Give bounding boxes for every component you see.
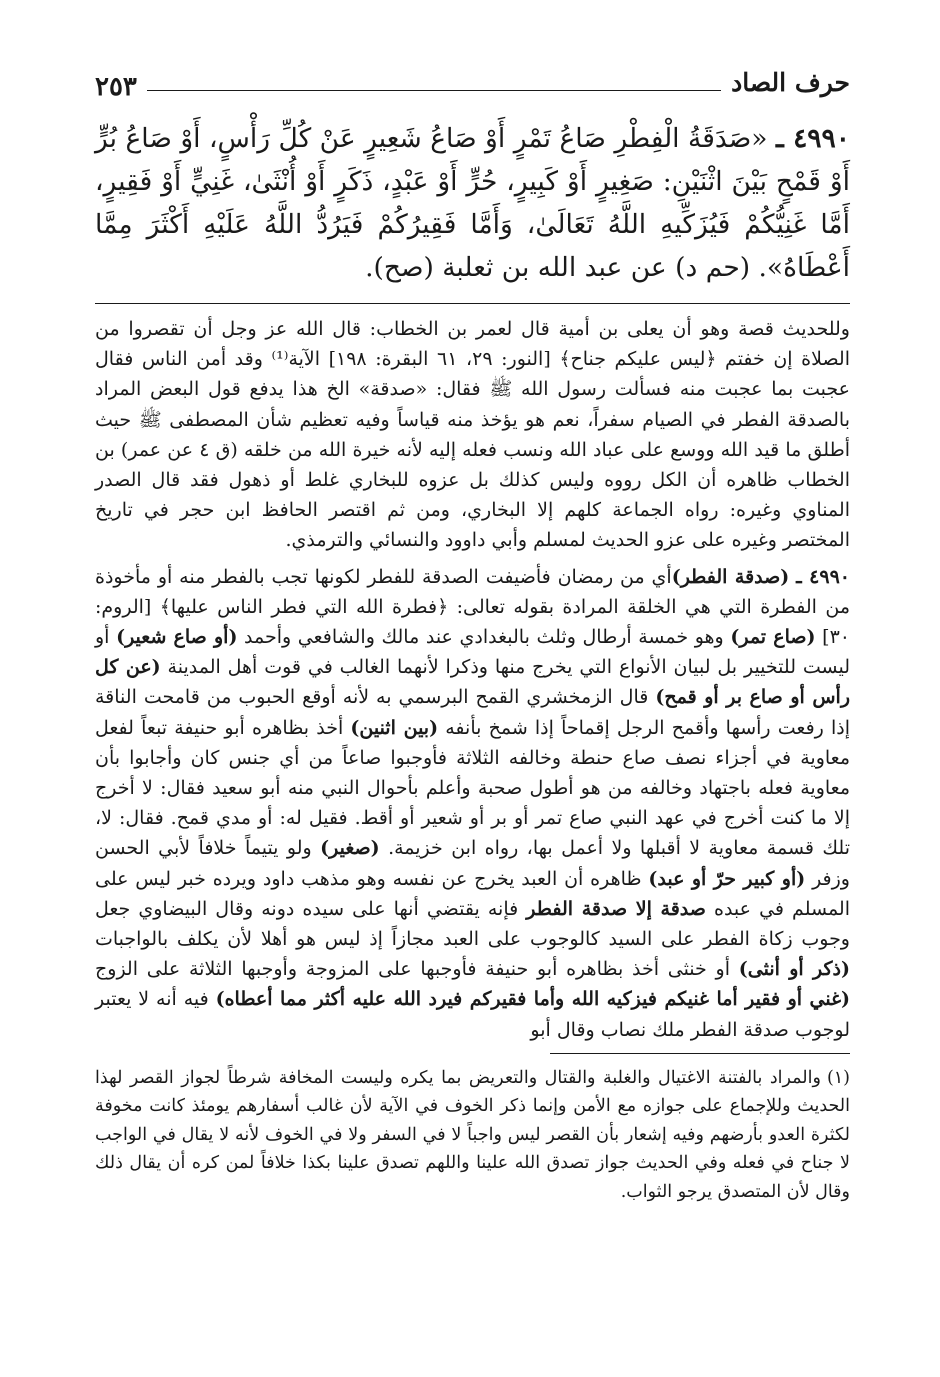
- commentary-block: [95, 314, 850, 1045]
- lemma-5: (بين اثنين): [350, 716, 439, 739]
- explanation-6: ولو يتيماً خلافاً لأبي الحسن وزفر: [95, 837, 850, 890]
- hadith-number: ٤٩٩٠ ـ: [776, 123, 850, 154]
- explanation-9: أو خنثى أخذ بظاهره أبو حنيفة فأوجبها على المزوجة وأوجبها الثلاثة على الزوج: [95, 958, 730, 981]
- explanation-7: ظاهره أن العبد يخرج عن نفسه وهو مذهب داود ويرده خبر ليس على المسلم في عبده: [95, 867, 850, 920]
- explanation-10: فيه أنه لا يعتبر لوجوب صدقة الفطر ملك نصاب وقال أبو: [95, 988, 850, 1041]
- hadith-separator-rule: [95, 303, 850, 304]
- footnote-block: [95, 1064, 850, 1207]
- running-header: [95, 48, 850, 102]
- lemma-6: (صغير): [320, 837, 380, 860]
- lemma-10: (غني أو فقير أما غنيكم فيزكيه الله وأما فقيركم فيرد الله عليه أكثر مما أعطاه): [215, 988, 850, 1011]
- hadith-text-block: [95, 117, 850, 289]
- explanation-8: فإنه يقتضي أنها على سيده دونه وقال البيضاوي جعل وجوب زكاة الفطر على السيد كالوجوب على العبد مجازاً إذ ليس هو أهلا لأن يكلف بالواجبات: [95, 897, 850, 951]
- explanation-3: أو ليست للتخيير بل لبيان الأنواع التي يخرج منها وذكرا لأنهما الغالب في قوت أهل المدينة: [95, 626, 850, 679]
- lemma-1: (صدقة الفطر): [671, 565, 790, 588]
- commentary-paragraph-1: وللحديث قصة وهو أن يعلى بن أمية قال لعمر بن الخطاب: قال الله عز وجل أن تقصروا من الصلاة إن خفتم ﴿ليس عليكم جناح﴾ [النور: ٢٩، ٦١ البقرة: ١٩٨] الآية⁽¹⁾ وقد أمن الناس فقال عجبت بما عجبت منه فسألت رسول الله ﷺ فقال: «صدقة» الخ هذا يدفع قول البعض المراد بالصدقة الفطر في الصيام سفراً، نعم هو يؤخذ منه قياساً وفيه تعظيم شأن المصطفى ﷺ حيث أطلق ما قيد الله ووسع على عباد الله ونسب فعله إليه لأنه خيرة الله من خلقه (ق ٤ عن عمر) بن الخطاب ظاهره أن الكل رووه وليس كذلك بل عزوه للبخاري غلط أو ذهول فقد قال الصدر المناوي وغيره: رواه الجماعة كلهم إلا البخاري، ومن ثم اقتصر الحافظ ابن حجر في تاريخ المختصر وغيره على عزو الحديث لمسلم وأبي داوود والنسائي والترمذي.: [95, 318, 850, 552]
- lemma-3: (أو صاع شعير): [116, 626, 238, 649]
- footnote-text: والمراد بالفتنة الاغتيال والغلبة والقتال والتعريض بما يكره وليست المخافة شرطاً لجواز القصر لهذا الحديث وللإجماع على جوازه مع الأمن وإنما ذكر الخوف في الآية لأن غالب أسفارهم يومئذ كانت مخوفة لكثرة العدو بأرضهم وفيه إشعار بأن القصر ليس واجباً لا في السفر ولا في الخوف لأنه لا يقال في الواجب لا جناح في فعله وفي الحديث جواز تصدق الله علينا واللهم تصدق علينا بكذا خلافاً لمن كره أن يقال ذلك وقال لأن المتصدق يرجو الثواب.: [95, 1067, 850, 1202]
- lemma-4: (عن كل رأس أو صاع بر أو قمح): [95, 656, 851, 709]
- lemma-8: صدقة إلا صدقة الفطر: [526, 897, 706, 920]
- explanation-1: أي من رمضان فأضيفت الصدقة للفطر لكونها تجب بالفطر منه أو مأخوذة من الفطرة التي هي الخلقة المرادة بقوله تعالى: ﴿فطرة الله التي فطر الناس عليها﴾ [الروم: ٣٠]: [95, 565, 851, 649]
- commentary-paragraph-2: [95, 562, 850, 1045]
- commentary-hadith-number: ٤٩٩٠ ـ: [796, 565, 850, 588]
- lemma-2: (صاع تمر): [730, 626, 816, 649]
- explanation-2: وهو خمسة أرطال وثلث بالبغدادي عند مالك والشافعي وأحمد: [244, 626, 724, 649]
- explanation-4: قال الزمخشري القمح البرسمي به لأنه أوقع الحبوب من قامحت الناقة إذا رفعت رأسها وأقمح الرجل إقماحاً إذا شمخ بأنفه: [95, 686, 851, 739]
- hadith-text: «صَدَقَةُ الْفِطْرِ صَاعُ تَمْرٍ أَوْ صَاعُ شَعِيرٍ عَنْ كُلِّ رَأْسٍ، أَوْ صَاعُ بُرٍّ أَوْ قَمْحٍ بَيْنَ اثْنَيْنِ: صَغِيرٍ أَوْ كَبِيرٍ، حُرٍّ أَوْ عَبْدٍ، ذَكَرٍ أَوْ أُنْثَىٰ، غَنِيٍّ أَوْ فَقِيرٍ، أَمَّا غَنِيُّكُمْ فَيُزَكِّيهِ اللَّهُ تَعَالَىٰ، وَأَمَّا فَقِيرُكُمْ فَيَرُدُّ اللَّهُ عَلَيْهِ أَكْثَرَ مِمَّا أَعْطَاهُ». (حم د) عن عبد الله بن ثعلبة (صح).: [95, 123, 850, 283]
- page-number: ٢٥٣: [95, 72, 147, 102]
- footnote-mark: (١): [826, 1067, 850, 1088]
- explanation-5: أخذ بظاهره أبو حنيفة تبعاً لفعل معاوية في أجزاء نصف صاع حنطة وخالفه الثلاثة فأوجبوا صاعاً من أي جنس كان وأجابوا بأن معاوية فعله باجتهاد وخالفه من هو أطول صحبة وأعلم بأحوال النبي منه أبو سعيد فقال: لا أخرج إلا ما كنت أخرج في عهد النبي صاع تمر أو بر أو شعير أو أقط. فقيل له: أو مدي قمح. فقال: لا، تلك قسمة معاوية لا أقبلها ولا أعمل بها، رواه ابن خزيمة.: [95, 716, 850, 860]
- chapter-title: حرف الصاد: [721, 68, 850, 100]
- lemma-7: (أو كبير حرّ أو عبد): [648, 867, 806, 890]
- footnote-separator-rule: [550, 1053, 850, 1054]
- lemma-9: (ذكر أو أنثى): [738, 958, 850, 981]
